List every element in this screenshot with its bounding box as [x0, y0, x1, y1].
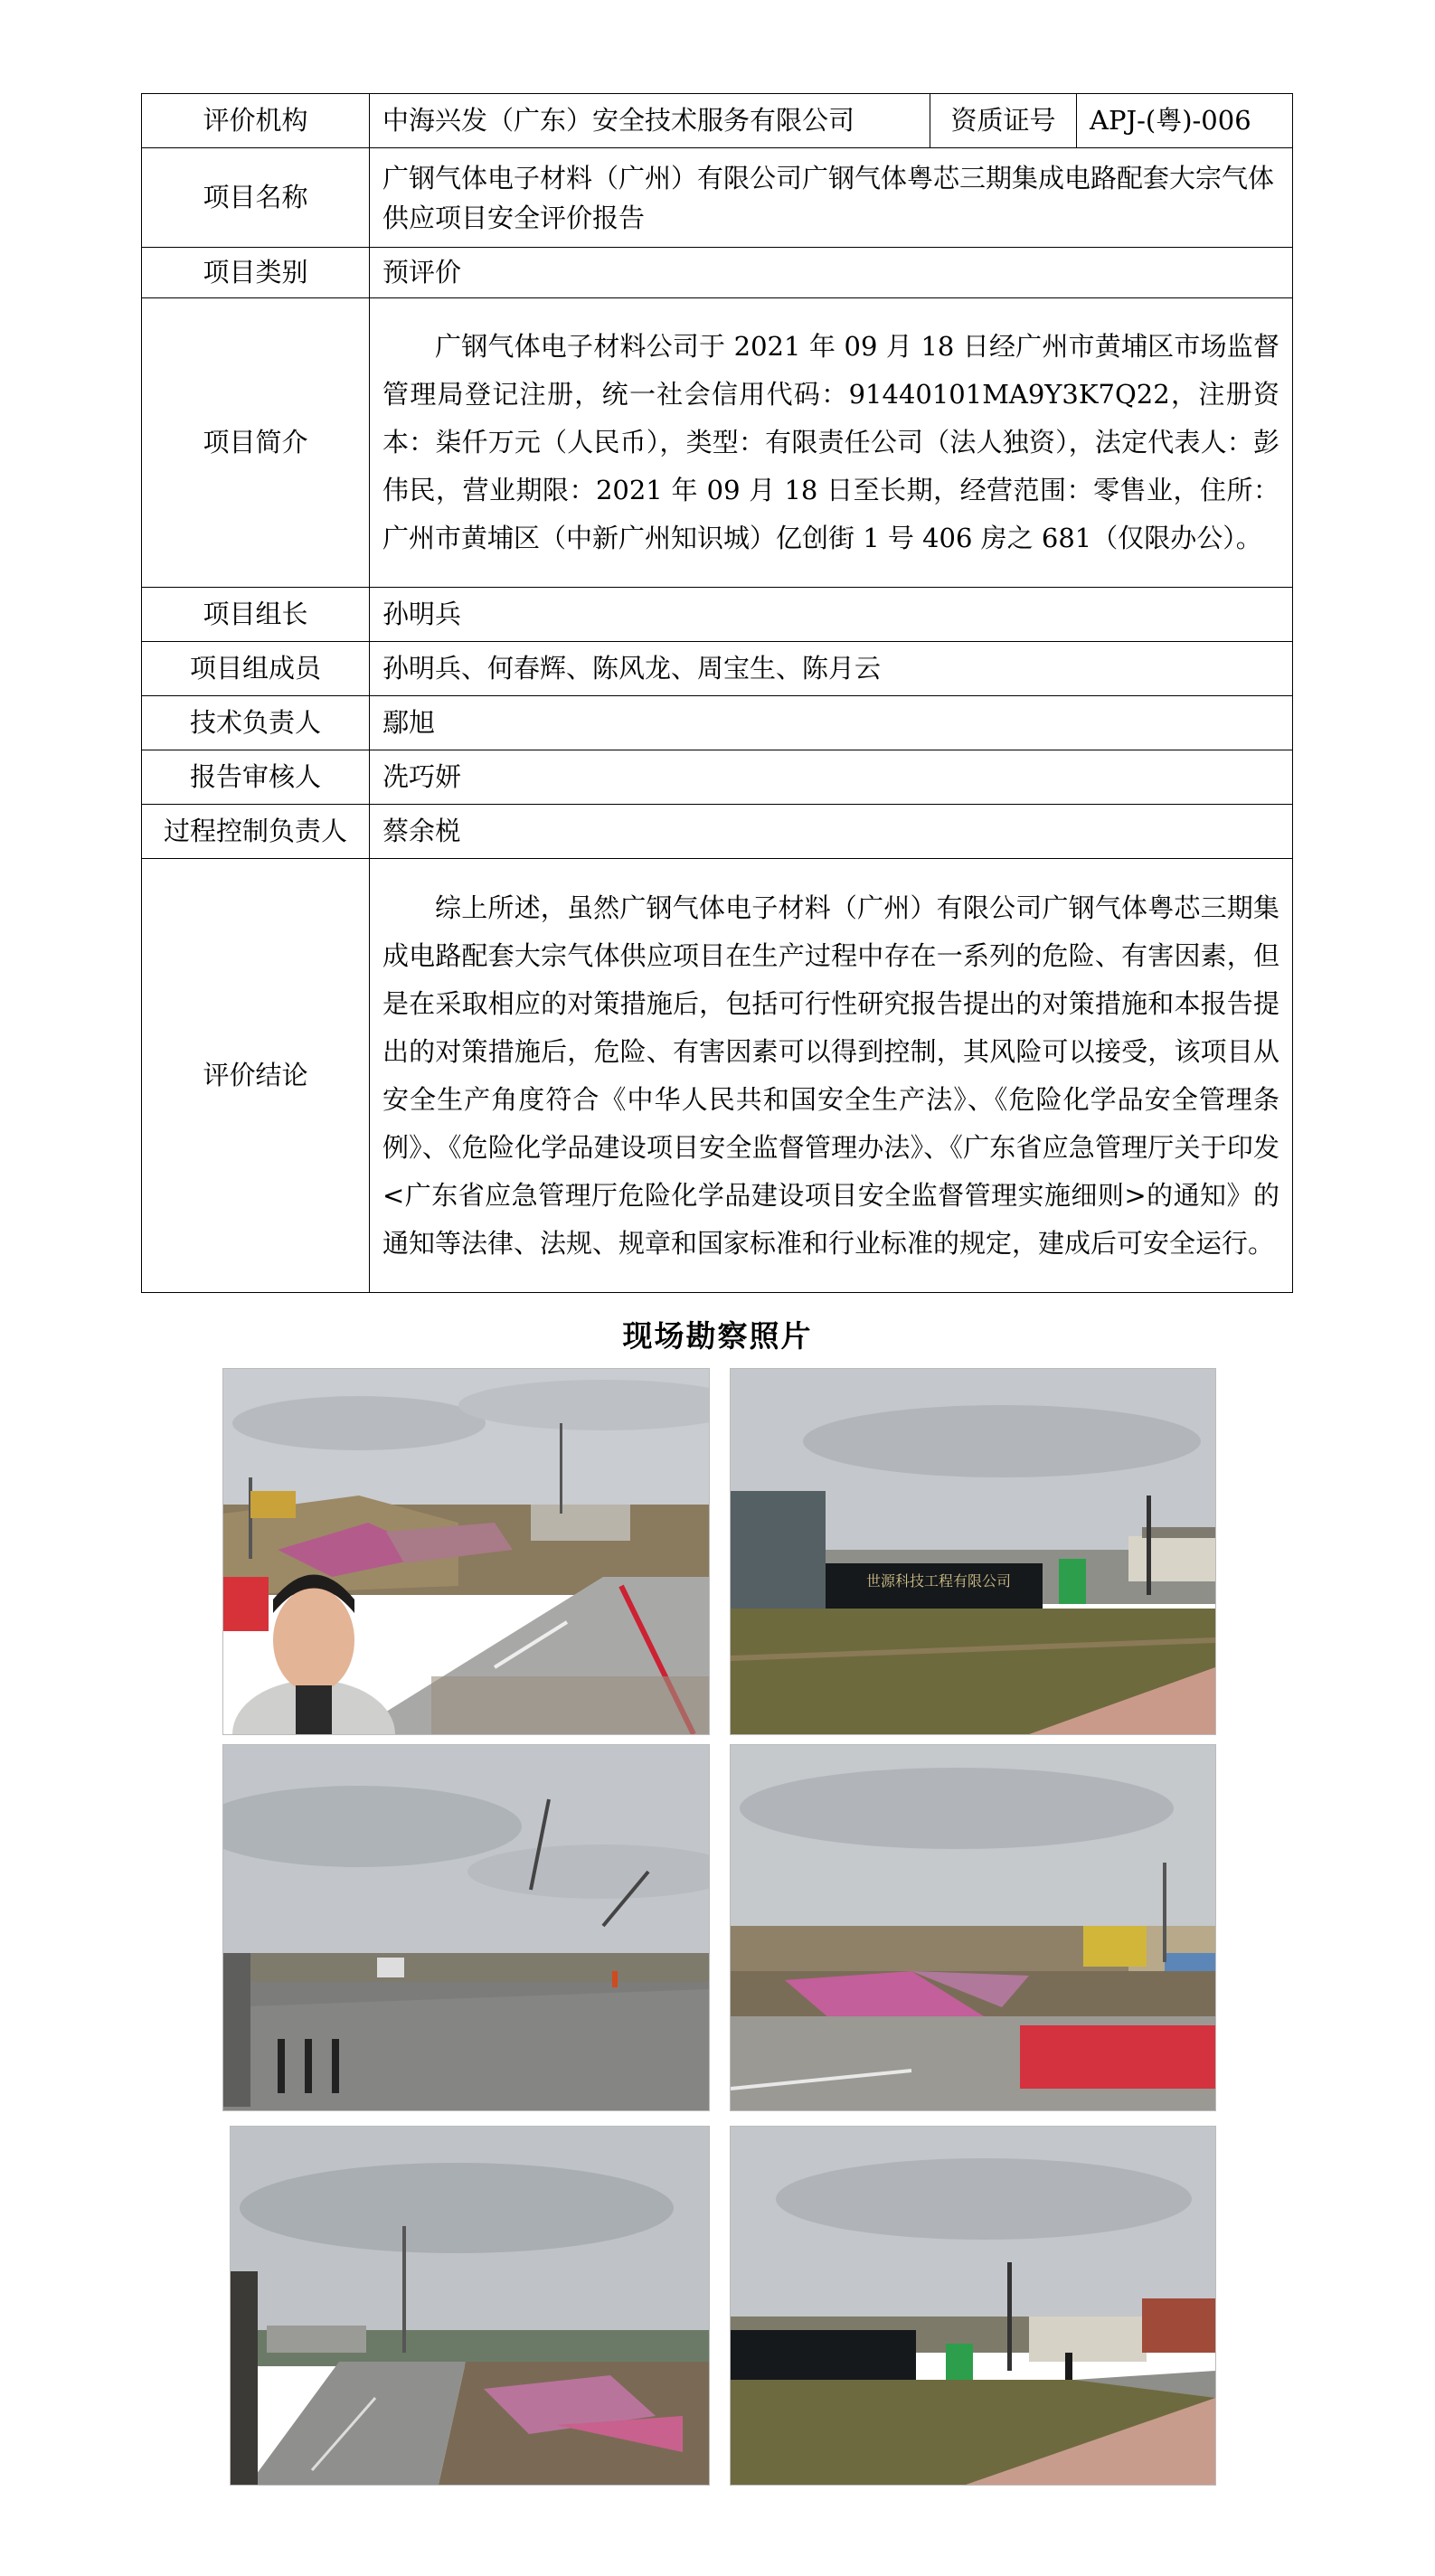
label-team-members: 项目组成员: [142, 642, 370, 696]
site-photo-2: [730, 1368, 1216, 1735]
table-row: [142, 859, 1293, 1293]
table-row: [142, 94, 1293, 148]
value-project-intro: 广钢气体电子材料公司于 2021 年 09 月 18 日经广州市黄埔区市场监督管理局登记注册，统一社会信用代码：91440101MA9Y3K7Q22，注册资本：柒仟万元（人民币），类型：有限责任公司（法人独资），法定代表人：彭伟民，营业期限：2021 年 09 月 18 日至长期，经营范围：零售业，住所：广州市黄埔区（中新广州知识城）亿创街 1 号 406 房之 681（仅限办公）。: [382, 331, 1279, 553]
table-row: [142, 696, 1293, 750]
label-report-reviewer: 报告审核人: [142, 750, 370, 805]
label-technical-lead: 技术负责人: [142, 696, 370, 750]
value-technical-lead: 鄢旭: [370, 696, 1293, 750]
sign-text: 世源科技工程有限公司: [866, 1572, 1012, 1590]
table-row: [142, 148, 1293, 248]
label-project-leader: 项目组长: [142, 588, 370, 642]
site-photo-1: [222, 1368, 710, 1735]
value-project-leader: 孙明兵: [370, 588, 1293, 642]
value-report-reviewer: 冼巧妍: [370, 750, 1293, 805]
table-row: [142, 805, 1293, 859]
label-evaluation-agency: 评价机构: [142, 94, 370, 148]
label-conclusion: 评价结论: [142, 859, 370, 1293]
label-qualification-number: 资质证号: [930, 94, 1077, 148]
value-evaluation-agency: 中海兴发（广东）安全技术服务有限公司: [370, 94, 930, 148]
site-photo-3: [222, 1744, 710, 2111]
site-photo-5: [230, 2126, 710, 2486]
evaluation-info-table: [141, 93, 1293, 1293]
table-row: [142, 642, 1293, 696]
site-photo-6: [730, 2126, 1216, 2486]
site-photo-4: [730, 1744, 1216, 2111]
value-qualification-number: APJ-(粤)-006: [1077, 94, 1293, 148]
value-project-category: 预评价: [370, 248, 1293, 298]
value-project-name: 广钢气体电子材料（广州）有限公司广钢气体粤芯三期集成电路配套大宗气体供应项目安全评价报告: [370, 148, 1293, 248]
value-conclusion: 综上所述，虽然广钢气体电子材料（广州）有限公司广钢气体粤芯三期集成电路配套大宗气体供应项目在生产过程中存在一系列的危险、有害因素，但是在采取相应的对策措施后，包括可行性研究报告提出的对策措施和本报告提出的对策措施后，危险、有害因素可以得到控制，其风险可以接受，该项目从安全生产角度符合《中华人民共和国安全生产法》、《危险化学品安全管理条例》、《危险化学品建设项目安全监督管理办法》、《广东省应急管理厅关于印发<广东省应急管理厅危险化学品建设项目安全监督管理实施细则>的通知》的通知等法律、法规、规章和国家标准和行业标准的规定，建成后可安全运行。: [382, 892, 1279, 1259]
table-row: [142, 750, 1293, 805]
table-row: [142, 298, 1293, 588]
table-row: [142, 248, 1293, 298]
label-project-intro: 项目简介: [142, 298, 370, 588]
site-photos-title: 现场勘察照片: [622, 1318, 813, 1354]
value-process-control: 蔡余棁: [370, 805, 1293, 859]
label-process-control: 过程控制负责人: [142, 805, 370, 859]
label-project-name: 项目名称: [142, 148, 370, 248]
value-team-members: 孙明兵、何春辉、陈风龙、周宝生、陈月云: [370, 642, 1293, 696]
table-row: [142, 588, 1293, 642]
label-project-category: 项目类别: [142, 248, 370, 298]
